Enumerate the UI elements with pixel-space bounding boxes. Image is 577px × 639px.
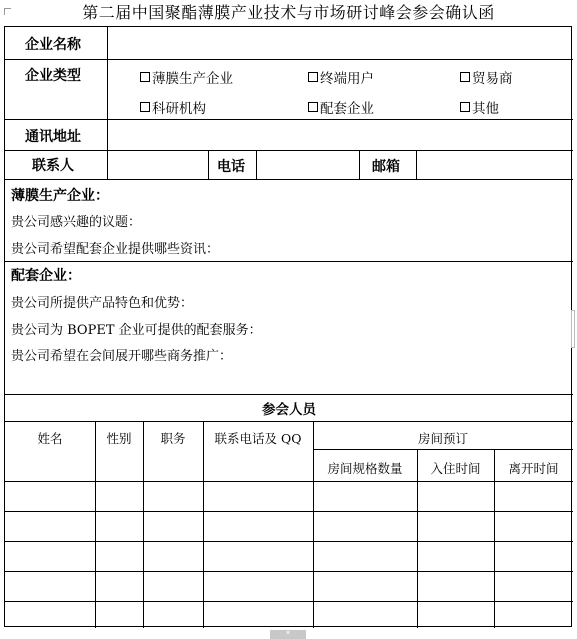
col-divider xyxy=(203,421,204,628)
col-divider xyxy=(143,421,144,628)
col-header-room-booking: 房间预订 xyxy=(417,431,468,446)
film-question-supplier-info: 贵公司希望配套企业提供哪些资讯： xyxy=(11,242,220,257)
row-divider xyxy=(5,179,573,180)
company-name-label: 企业名称 xyxy=(25,37,81,53)
col-divider xyxy=(359,150,360,179)
col-divider xyxy=(95,421,96,628)
row-divider xyxy=(5,59,573,60)
supplier-question-services: 贵公司为 BOPET 企业可提供的配套服务： xyxy=(11,323,262,338)
type-option-end-user[interactable]: 终端用户 xyxy=(308,67,374,87)
col-divider xyxy=(313,421,314,628)
type-option-other[interactable]: 其他 xyxy=(460,97,499,117)
row-divider xyxy=(313,449,573,450)
company-type-label: 企业类型 xyxy=(25,68,81,84)
col-divider xyxy=(208,150,209,179)
checkbox-icon[interactable] xyxy=(140,72,150,82)
contact-person-label: 联系人 xyxy=(32,158,74,174)
row-divider xyxy=(5,421,573,422)
col-header-checkout: 离开时间 xyxy=(508,461,559,476)
attendees-heading: 参会人员 xyxy=(262,402,316,418)
film-question-topics: 贵公司感兴趣的议题： xyxy=(11,215,142,230)
col-divider xyxy=(256,150,257,179)
col-header-gender: 性别 xyxy=(106,431,132,446)
row-divider xyxy=(5,571,573,572)
supplier-question-advantages: 贵公司所提供产品特色和优势： xyxy=(11,296,194,311)
checkbox-icon[interactable] xyxy=(308,102,318,112)
checkbox-icon[interactable] xyxy=(308,72,318,82)
checkbox-icon[interactable] xyxy=(140,102,150,112)
col-header-checkin: 入住时间 xyxy=(430,461,481,476)
col-header-room-type: 房间规格数量 xyxy=(327,461,403,476)
scrollbar-marker xyxy=(571,310,575,348)
phone-label: 电话 xyxy=(217,159,245,175)
address-label: 通讯地址 xyxy=(25,129,81,145)
row-divider xyxy=(5,481,573,482)
confirmation-form xyxy=(4,26,572,627)
col-divider xyxy=(107,27,108,179)
form-title: 第二届中国聚酯薄膜产业技术与市场研讨峰会参会确认函 xyxy=(82,3,495,22)
row-divider xyxy=(5,119,573,120)
row-divider xyxy=(5,261,573,262)
supplier-question-promotion: 贵公司希望在会间展开哪些商务推广： xyxy=(11,349,233,364)
col-divider xyxy=(416,150,417,179)
col-header-contact: 联系电话及 QQ xyxy=(214,431,302,446)
page-footer-tab: * xyxy=(270,630,306,639)
email-label: 邮箱 xyxy=(372,159,400,175)
checkbox-icon[interactable] xyxy=(460,102,470,112)
row-divider xyxy=(5,394,573,395)
supplier-section-heading: 配套企业： xyxy=(11,268,81,284)
film-section-heading: 薄膜生产企业： xyxy=(11,188,109,204)
checkbox-icon[interactable] xyxy=(460,72,470,82)
row-divider xyxy=(5,541,573,542)
row-divider xyxy=(5,150,573,151)
type-option-research[interactable]: 科研机构 xyxy=(140,97,206,117)
type-option-supplier[interactable]: 配套企业 xyxy=(308,97,374,117)
col-header-name: 姓名 xyxy=(37,431,63,446)
row-divider xyxy=(5,601,573,602)
row-divider xyxy=(5,511,573,512)
col-header-position: 职务 xyxy=(160,431,186,446)
type-option-trader[interactable]: 贸易商 xyxy=(460,67,513,87)
type-option-film-producer[interactable]: 薄膜生产企业 xyxy=(140,67,233,87)
